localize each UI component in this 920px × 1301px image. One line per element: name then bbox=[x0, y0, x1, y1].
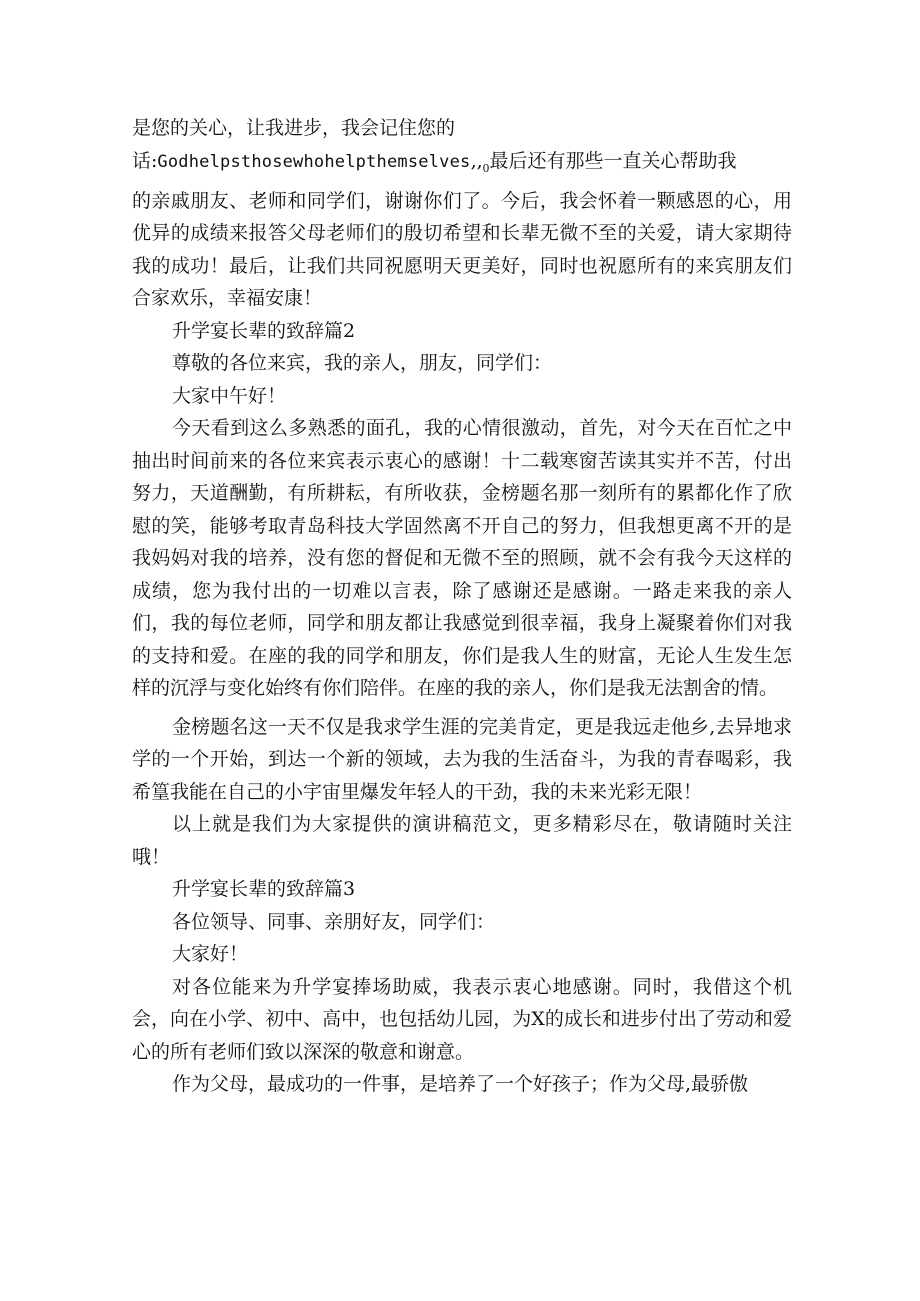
paragraph-text: 的亲戚朋友、老师和同学们，谢谢你们了。今后，我会怀着一颗感恩的心，用优异的成绩来报答父母老师们的殷切希望和长辈无微不至的关爱，请大家期待我的成功！最后，让我们共同祝愿明天更美好，同时也祝愿所有的来宾朋友们合家欢乐，幸福安康！ bbox=[132, 189, 792, 310]
paragraph-3a: 对各位能来为升学宴捧场助威，我表示衷心地感谢。同时，我借这个机会，向在小学、初中、高中，也包括幼儿园，为X的成长和进步付出了劳动和爱心的所有老师们致以深深的敬意和谢意。 bbox=[132, 975, 792, 1063]
paragraph-2a: 今天看到这么多熟悉的面孔，我的心情很激动，首先，对今天在百忙之中抽出时间前来的各位来宾表示衷心的感谢！十二载寒窗苦读其实并不苦，付出努力，天道酬勤，有所耕耘，有所收获，金榜题名那一刻所有的累都化作了欣慰的笑，能够考取青岛科技大学固然离不开自己的努力，但我想更离不开的是我妈妈对我的培养，没有您的督促和无微不至的照顾，就不会有我今天这样的成绩，您为我付出的一切难以言表，除了感谢还是感谢。一路走来我的亲人们，我的每位老师，同学和朋友都让我感觉到很幸福，我身上凝聚着你们对我的支持和爱。在座的我的同学和朋友，你们是我人生的财富，无论人生发生怎样的沉浮与变化始终有你们陪伴。在座的我的亲人，你们是我无法割舍的情。 bbox=[132, 417, 792, 700]
text-line: 是您的关心，让我进步，我会记住您的 bbox=[132, 117, 456, 139]
section-heading-2: 升学宴长辈的致辞篇2 bbox=[172, 319, 356, 342]
text-line-quote bbox=[132, 145, 792, 185]
salutation-3: 大家好！ bbox=[172, 943, 249, 966]
document-body bbox=[132, 112, 792, 1101]
paragraph-closing-1 bbox=[132, 112, 792, 315]
greeting-2: 尊敬的各位来宾，我的亲人，朋友，同学们： bbox=[172, 352, 553, 375]
quote-rest: 最后还有那些一直关心帮助我 bbox=[489, 149, 737, 172]
paragraph-2b: 金榜题名这一天不仅是我求学生涯的完美肯定，更是我远走他乡,去异地求学的一个开始，到达一个新的领域，去为我的生活奋斗，为我的青春喝彩，我希篁我能在自己的小宇宙里爆发年轻人的干劲，我的未来光彩无限！ bbox=[132, 715, 792, 803]
salutation-2: 大家中午好！ bbox=[172, 384, 287, 407]
english-quote: Godhelpsthosewhohelpthemselves bbox=[157, 151, 471, 172]
quote-marks: ‚‚ bbox=[470, 149, 483, 172]
section-heading-3: 升学宴长辈的致辞篇3 bbox=[172, 878, 356, 901]
quote-subscript: 0 bbox=[482, 161, 490, 175]
paragraph-2c: 以上就是我们为大家提供的演讲稿范文，更多精彩尽在，敬请随时关注哦！ bbox=[132, 813, 792, 868]
greeting-3: 各位领导、同事、亲朋好友，同学们： bbox=[172, 910, 496, 933]
paragraph-3b: 作为父母，最成功的一件事，是培养了一个好孩子；作为父母,最骄傲 bbox=[172, 1073, 749, 1096]
quote-prefix: 话: bbox=[132, 149, 158, 172]
